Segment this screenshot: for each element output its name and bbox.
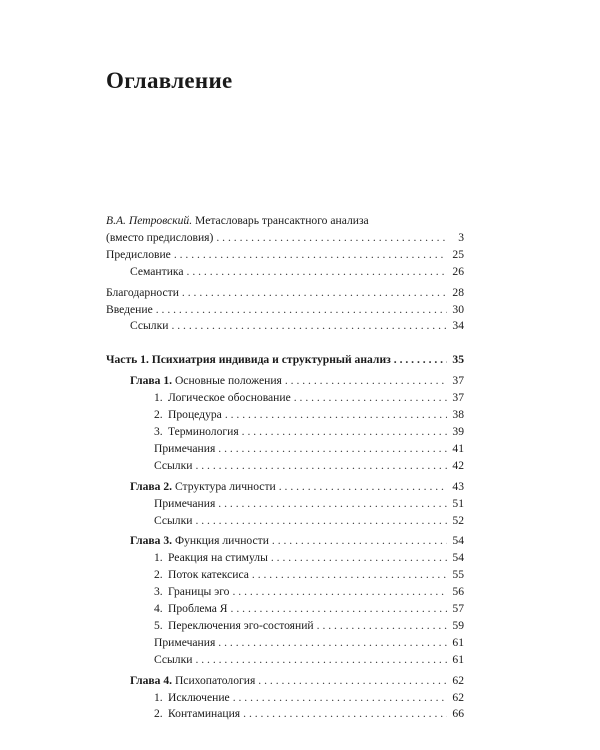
section-number: 3. <box>154 424 163 438</box>
toc-entry-section <box>106 407 464 424</box>
dot-leader <box>225 407 447 424</box>
entry-title: Семантика <box>130 264 184 278</box>
page-title: Оглавление <box>106 68 233 93</box>
dot-leader <box>232 584 447 601</box>
toc-entry-section <box>106 513 464 530</box>
dot-leader <box>317 618 447 635</box>
dot-leader <box>285 373 447 390</box>
section-title: Процедура <box>168 408 222 422</box>
page-number: 62 <box>452 690 464 704</box>
page-number: 25 <box>452 247 464 261</box>
toc-entry-section <box>106 601 464 618</box>
page-number: 41 <box>452 441 464 455</box>
dot-leader <box>171 318 447 335</box>
section-title: Границы эго <box>168 585 230 599</box>
section-number: 3. <box>154 585 163 599</box>
table-of-contents <box>106 213 464 723</box>
page-number: 26 <box>452 264 464 278</box>
dot-leader <box>218 496 447 513</box>
toc-entry-section <box>106 618 464 635</box>
toc-entry-preface <box>106 247 464 264</box>
chapter-title: Структура личности <box>174 479 276 493</box>
dot-leader <box>174 247 447 264</box>
section-title: Контаминация <box>168 707 241 721</box>
toc-entry-section <box>106 635 464 652</box>
dot-leader <box>218 441 447 458</box>
chapter-title: Психопатология <box>174 673 256 687</box>
chapter-label: Глава 3. <box>130 534 173 548</box>
toc-entry-intro-line1 <box>106 213 464 230</box>
toc-entry-intro-line2 <box>106 230 464 247</box>
dot-leader <box>242 424 447 441</box>
section-number: 1. <box>154 551 163 565</box>
dot-leader <box>272 533 447 550</box>
dot-leader <box>195 652 447 669</box>
dot-leader <box>195 458 447 475</box>
dot-leader <box>195 513 447 530</box>
dot-leader <box>271 550 447 567</box>
toc-entry-section <box>106 567 464 584</box>
page-number: 42 <box>452 458 464 472</box>
chapter-title: Функция личности <box>174 534 269 548</box>
section-title: Примечания <box>154 441 216 455</box>
chapter-list <box>106 373 464 723</box>
toc-entry-chapter-4 <box>106 673 464 690</box>
dot-leader <box>233 690 447 707</box>
toc-entry-section <box>106 652 464 669</box>
dot-leader <box>394 352 447 369</box>
page-number: 55 <box>452 568 464 582</box>
page-number: 37 <box>452 374 464 388</box>
page-number: 3 <box>458 230 464 244</box>
page-number: 43 <box>452 479 464 493</box>
dot-leader <box>294 390 447 407</box>
page-number: 54 <box>452 551 464 565</box>
section-title: Примечания <box>154 635 216 649</box>
toc-entry-acknowledgements <box>106 285 464 302</box>
page-number: 39 <box>452 424 464 438</box>
toc-entry-introduction <box>106 302 464 319</box>
page-number: 34 <box>452 319 464 333</box>
page-number: 56 <box>452 585 464 599</box>
dot-leader <box>243 706 447 723</box>
entry-title: Ссылки <box>130 319 169 333</box>
toc-entry-chapter-1 <box>106 373 464 390</box>
intro-author: В.А. Петровский. <box>106 214 193 227</box>
intro-title-continued: (вместо предисловия) <box>106 230 214 244</box>
toc-entry-section <box>106 441 464 458</box>
toc-entry-section <box>106 424 464 441</box>
toc-entry-section <box>106 690 464 707</box>
toc-entry-section <box>106 584 464 601</box>
page-number: 52 <box>452 513 464 527</box>
toc-entry-part-1 <box>106 352 464 369</box>
section-title: Примечания <box>154 496 216 510</box>
page-number: 59 <box>452 618 464 632</box>
page-number: 37 <box>452 391 464 405</box>
page-number: 66 <box>452 707 464 721</box>
toc-entry-section <box>106 706 464 723</box>
toc-entry-section <box>106 550 464 567</box>
section-title: Исключение <box>168 690 230 704</box>
page-number: 62 <box>452 673 464 687</box>
dot-leader <box>231 601 447 618</box>
dot-leader <box>216 230 447 247</box>
chapter-title: Основные положения <box>174 374 282 388</box>
part-title: Часть 1. Психиатрия индивида и структурный анализ <box>106 353 391 367</box>
page-number: 35 <box>452 353 464 367</box>
page-number: 30 <box>452 302 464 316</box>
dot-leader <box>187 264 447 281</box>
section-title: Ссылки <box>154 458 193 472</box>
section-title: Логическое обоснование <box>168 391 291 405</box>
chapter-label: Глава 2. <box>130 479 173 493</box>
toc-entry-semantics <box>106 264 464 281</box>
dot-leader <box>156 302 447 319</box>
section-title: Поток катексиса <box>168 568 249 582</box>
page-number: 54 <box>452 534 464 548</box>
dot-leader <box>252 567 447 584</box>
section-number: 5. <box>154 618 163 632</box>
toc-entry-section <box>106 496 464 513</box>
section-number: 4. <box>154 602 163 616</box>
section-number: 2. <box>154 408 163 422</box>
section-title: Ссылки <box>154 513 193 527</box>
dot-leader <box>182 285 447 302</box>
section-number: 1. <box>154 690 163 704</box>
page-number: 57 <box>452 602 464 616</box>
toc-entry-chapter-3 <box>106 533 464 550</box>
page-number: 51 <box>452 496 464 510</box>
toc-entry-chapter-2 <box>106 479 464 496</box>
chapter-label: Глава 1. <box>130 374 173 388</box>
intro-title: Метасловарь трансактного анализа <box>195 214 369 227</box>
page-number: 61 <box>452 652 464 666</box>
toc-entry-section <box>106 390 464 407</box>
section-number: 2. <box>154 568 163 582</box>
section-title: Переключения эго-состояний <box>168 618 314 632</box>
section-title: Проблема Я <box>168 602 228 616</box>
section-title: Реакция на стимулы <box>168 551 268 565</box>
entry-title: Предисловие <box>106 247 171 261</box>
section-number: 2. <box>154 707 163 721</box>
section-title: Ссылки <box>154 652 193 666</box>
dot-leader <box>218 635 447 652</box>
section-number: 1. <box>154 391 163 405</box>
page-number: 38 <box>452 408 464 422</box>
page-number: 61 <box>452 635 464 649</box>
dot-leader <box>258 673 447 690</box>
entry-title: Благодарности <box>106 285 179 299</box>
entry-title: Введение <box>106 302 153 316</box>
toc-entry-section <box>106 458 464 475</box>
section-title: Терминология <box>168 424 239 438</box>
page-number: 28 <box>452 285 464 299</box>
dot-leader <box>279 479 447 496</box>
toc-entry-references <box>106 318 464 335</box>
chapter-label: Глава 4. <box>130 673 173 687</box>
